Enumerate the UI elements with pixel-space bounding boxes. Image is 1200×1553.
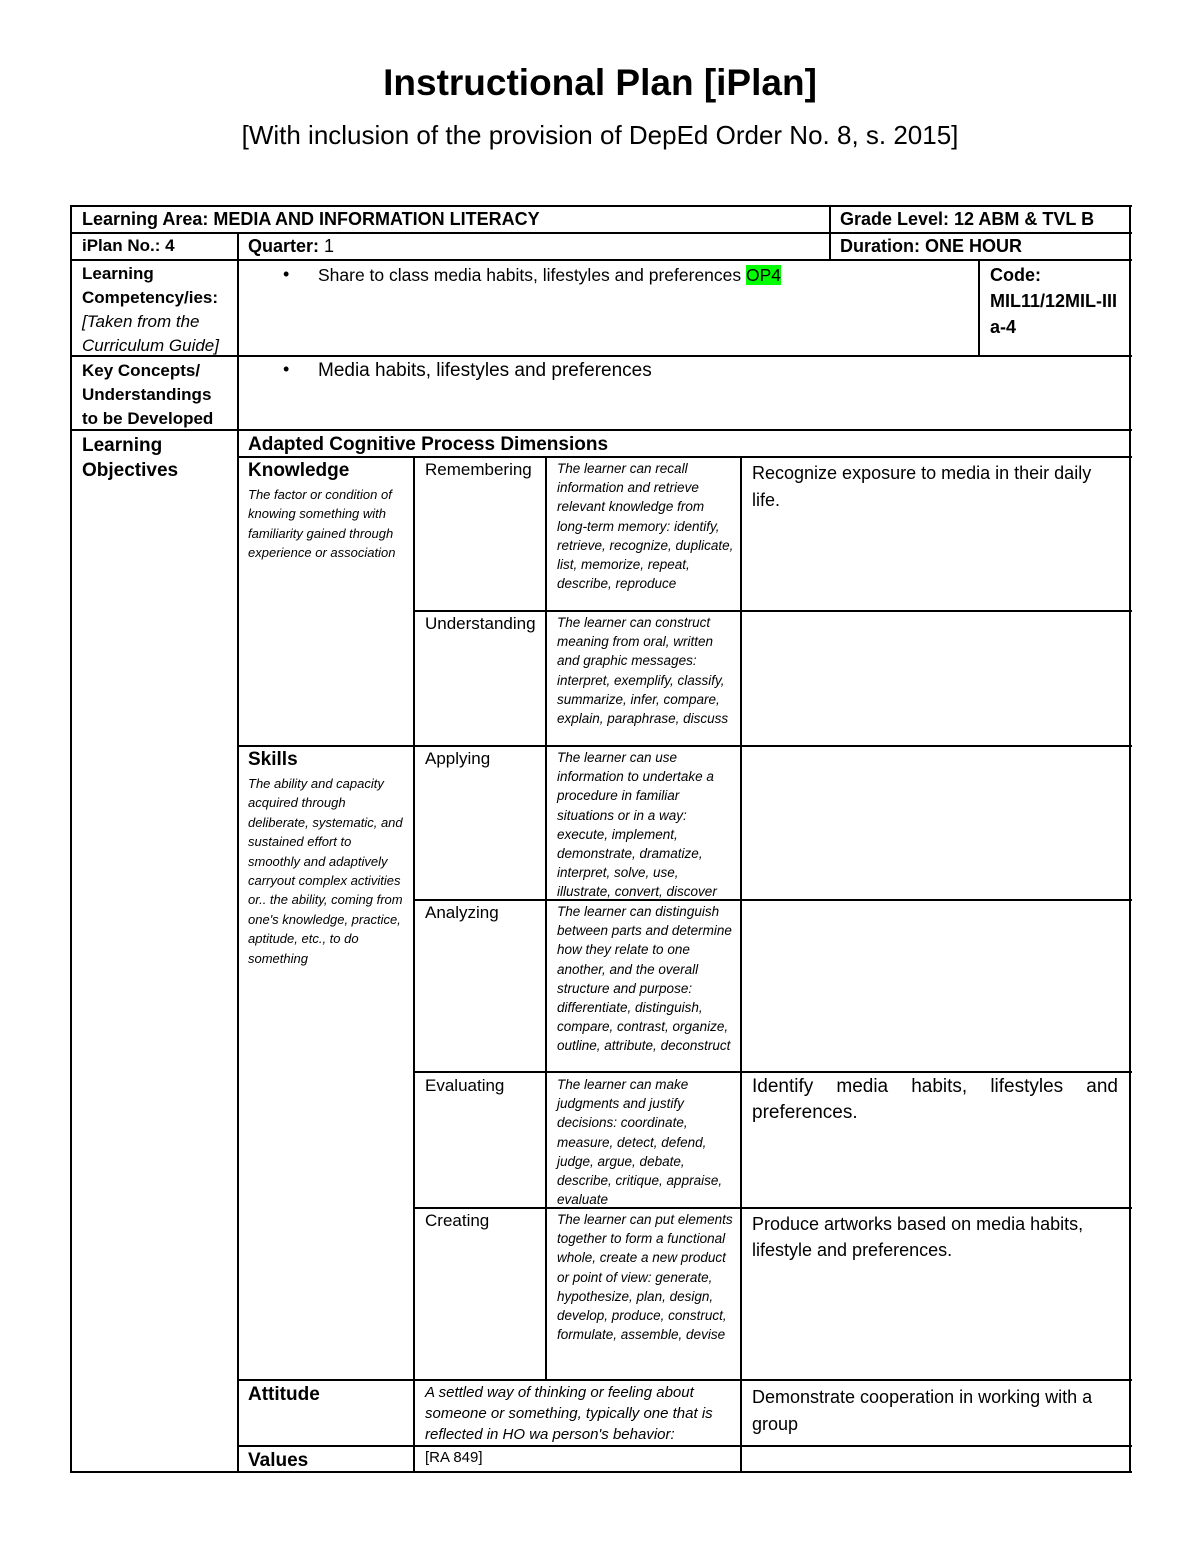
skills-label: Skills — [248, 749, 298, 770]
quarter-label: Quarter: — [248, 236, 320, 256]
attitude-objective: Demonstrate cooperation in working with a group — [752, 1387, 1093, 1434]
knowledge-label: Knowledge — [248, 460, 350, 481]
attitude-description: A settled way of thinking or feeling about someone or something, typically one that is reflected in HO wa person's behavior: — [425, 1384, 713, 1443]
values-description: [RA 849] — [425, 1449, 483, 1466]
key-concepts-label: Key Concepts/ Understandings to be Developed — [82, 361, 214, 428]
process-name-understanding: Understanding — [425, 614, 536, 633]
objective-creating: Produce artworks based on media habits, lifestyle and preferences. — [752, 1214, 1084, 1260]
dimensions-heading: Adapted Cognitive Process Dimensions — [248, 434, 609, 455]
process-description-understanding: The learner can construct meaning from oral, written and graphic messages: interpret, exemplify, classify, summarize, infer, compare, explain, paraphrase, discuss — [557, 615, 729, 727]
competency-text-cell — [318, 265, 781, 287]
row-divider — [413, 899, 1132, 901]
row-divider — [413, 610, 1132, 612]
table-border-right — [1129, 205, 1131, 1473]
document-title: Instructional Plan [iPlan] — [383, 62, 817, 103]
column-divider — [829, 205, 831, 260]
competency-tag: OP4 — [746, 265, 782, 285]
skills-description: The ability and capacity acquired through deliberate, systematic, and sustained effort to smoothly and adaptively carryout complex activities or.. the ability, coming from one's knowledge, practice, aptitude, etc., to do something — [248, 776, 403, 966]
document-subtitle: [With inclusion of the provision of DepEd Order No. 8, s. 2015] — [241, 120, 959, 150]
row-divider — [70, 259, 1132, 261]
competency-note: [Taken from the Curriculum Guide] — [82, 312, 219, 355]
row-divider — [237, 1445, 1132, 1447]
table-border-left — [70, 205, 72, 1473]
code-label: Code: — [990, 265, 1041, 285]
process-description-evaluating: The learner can make judgments and justify decisions: coordinate, measure, detect, defend, judge, argue, debate, describe, critique, appraise, evaluate — [557, 1077, 723, 1208]
knowledge-description: The factor or condition of knowing something with familiarity gained through experience or association — [248, 487, 396, 561]
quarter-field — [248, 235, 334, 258]
competency-label-cell — [82, 262, 232, 358]
table-border-top — [70, 205, 1132, 207]
objective-remembering: Recognize exposure to media in their daily life. — [752, 463, 1092, 510]
process-description-creating: The learner can put elements together to form a functional whole, create a new product or point of view: generate, hypothesize, plan, design, develop, produce, construct, formulate, assemble, devise — [557, 1212, 733, 1343]
learning-area-label: Learning Area: MEDIA AND INFORMATION LITERACY — [82, 209, 540, 229]
row-divider — [237, 745, 1132, 747]
competency-text: Share to class media habits, lifestyles and preferences — [318, 265, 742, 285]
row-divider — [237, 1379, 1132, 1381]
quarter-value: 1 — [324, 236, 335, 256]
process-name-applying: Applying — [425, 749, 491, 768]
table-border-bottom — [70, 1471, 1132, 1473]
bullet-icon: • — [283, 264, 290, 284]
code-value: MIL11/12MIL-IIIa-4 — [990, 291, 1118, 337]
bullet-icon: • — [283, 359, 290, 379]
process-description-remembering: The learner can recall information and retrieve relevant knowledge from long-term memory: identify, retrieve, recognize, duplicate, list, memorize, repeat, describe, reproduce — [557, 461, 734, 592]
process-name-creating: Creating — [425, 1211, 490, 1230]
column-divider — [237, 232, 239, 1473]
attitude-label: Attitude — [248, 1384, 320, 1405]
row-divider — [413, 1207, 1132, 1209]
column-divider — [978, 259, 980, 356]
process-name-evaluating: Evaluating — [425, 1076, 505, 1095]
competency-label: Learning Competency/ies: — [82, 264, 219, 307]
row-divider — [70, 232, 1132, 234]
grade-level-label: Grade Level: 12 ABM & TVL B — [840, 209, 1095, 229]
column-divider — [413, 456, 415, 1473]
process-name-analyzing: Analyzing — [425, 903, 499, 922]
key-concepts-text: Media habits, lifestyles and preferences — [318, 360, 652, 381]
row-divider — [413, 1071, 1132, 1073]
process-description-analyzing: The learner can distinguish between parts and determine how they relate to one another, and the overall structure and purpose: differentiate, distinguish, compare, contrast, organize, outline, attribute, deconstruct — [557, 904, 732, 1054]
process-name-remembering: Remembering — [425, 460, 532, 479]
iplan-number: iPlan No.: 4 — [82, 236, 175, 255]
values-label: Values — [248, 1450, 309, 1471]
objective-evaluating: Identify media habits, lifestyles and preferences. — [752, 1076, 1118, 1123]
column-divider — [545, 456, 547, 1381]
code-cell — [990, 262, 1125, 340]
duration-label: Duration: ONE HOUR — [840, 236, 1022, 256]
learning-objectives-label: Learning Objectives — [82, 435, 179, 481]
column-divider — [740, 456, 742, 1473]
process-description-applying: The learner can use information to undertake a procedure in familiar situations or in a way: execute, implement, demonstrate, dramatize, interpret, solve, use, illustrate, convert, discover — [557, 750, 717, 900]
